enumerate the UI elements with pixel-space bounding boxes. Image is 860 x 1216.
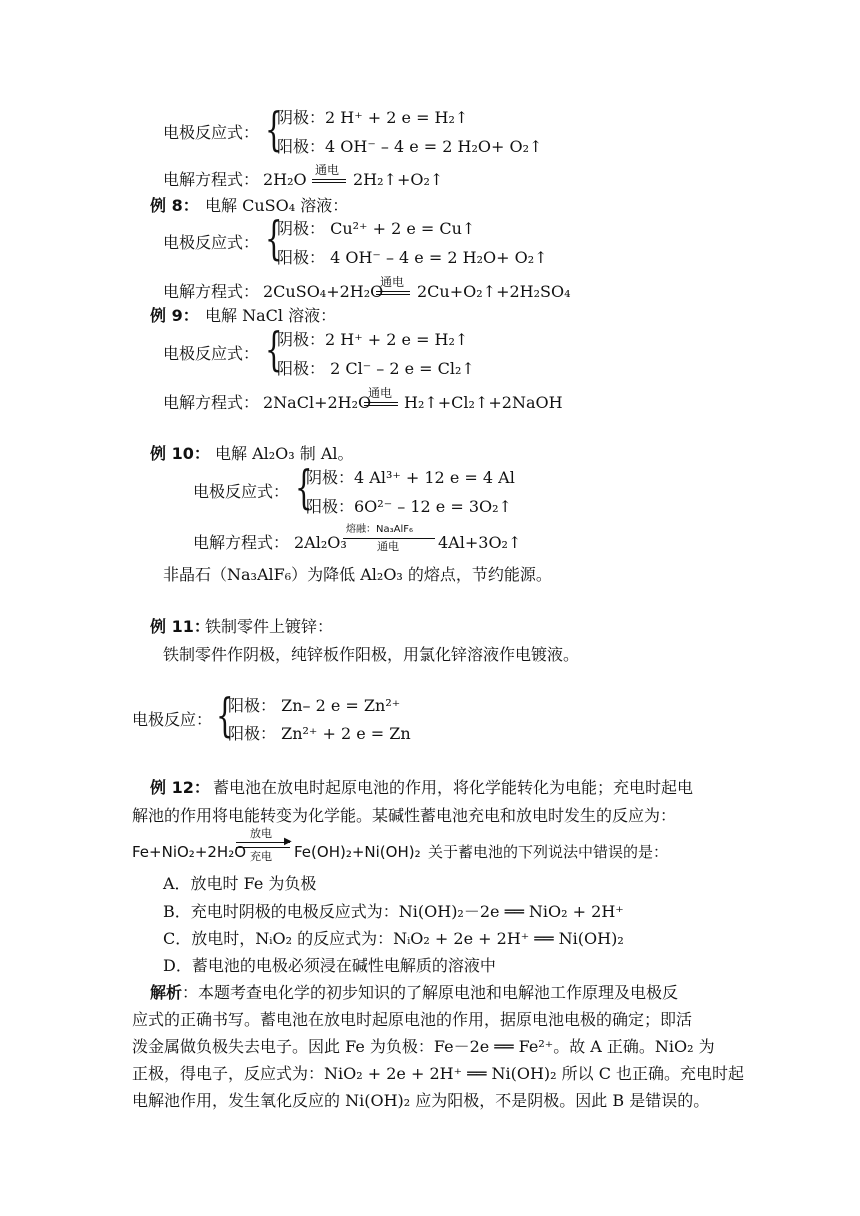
ex9-anode: 阳极： 2 Cl⁻ – 2 e = Cl₂↑: [277, 359, 475, 378]
ex12-title: 例 12：: [150, 778, 210, 797]
ex12-intro-line2: 解池的作用将电能转变为化学能。某碱性蓄电池充电和放电时发生的反应为：: [132, 806, 677, 825]
ex12-analysis-line3: 泼金属做负极失去电子。因此 Fe 为负极：Fe－2e ══ Fe²⁺。故 A 正确。NiO₂ 为: [132, 1037, 715, 1056]
ex9-equation-right: H₂↑+Cl₂↑+2NaOH: [404, 393, 563, 412]
ex12-arrow-head: ▶: [284, 836, 292, 847]
ex12-discharge-label: 放电: [250, 827, 272, 840]
ex12-charge-label: 充电: [250, 850, 272, 863]
ex10-brace: {: [295, 460, 313, 514]
ex12-option-c: C．放电时，NᵢO₂ 的反应式为：NᵢO₂ + 2e + 2H⁺ ══ Ni(OH)₂: [163, 929, 624, 948]
ex8-desc: 电解 CuSO₄ 溶液：: [205, 196, 349, 215]
ex12-intro-line1: 蓄电池在放电时起原电池的作用，将化学能转化为电能；充电时起电: [213, 778, 694, 797]
ex12-reaction-left: Fe+NiO₂+2H₂O: [132, 843, 247, 861]
ex10-cathode: 阴极：4 Al³⁺ + 12 e = 4 Al: [306, 468, 515, 487]
ex10-condition-top: 熔融：Na₃AlF₆: [346, 524, 413, 535]
ex7-cathode: 阴极：2 H⁺ + 2 e = H₂↑: [277, 108, 469, 127]
ex11-first-reaction: 阳极： Zn– 2 e = Zn²⁺: [228, 696, 401, 715]
ex7-condition: 通电: [315, 163, 340, 177]
ex7-electrode-label: 电极反应式：: [163, 123, 260, 142]
ex7-anode: 阳极：4 OH⁻ – 4 e = 2 H₂O+ O₂↑: [277, 137, 543, 156]
ex12-analysis-line4: 正极，得电子，反应式为：NiO₂ + 2e + 2H⁺ ══ Ni(OH)₂ 所以 C 也正确。充电时起: [132, 1064, 745, 1083]
ex12-option-a: A．放电时 Fe 为负极: [163, 874, 317, 893]
ex7-equals-bar: [312, 179, 346, 183]
ex10-title: 例 10：: [150, 444, 210, 463]
ex10-anode: 阳极：6O²⁻ – 12 e = 3O₂↑: [306, 497, 512, 516]
ex8-title: 例 8：: [150, 196, 199, 215]
ex9-equation-left: 2NaCl+2H₂O: [263, 393, 372, 412]
ex12-question: 关于蓄电池的下列说法中错误的是：: [428, 843, 669, 861]
ex8-equation-label: 电解方程式：: [163, 282, 260, 301]
ex8-cathode: 阴极： Cu²⁺ + 2 e = Cu↑: [277, 219, 476, 238]
ex8-equation-left: 2CuSO₄+2H₂O: [263, 282, 384, 301]
ex9-brace: {: [265, 322, 283, 376]
ex9-electrode-label: 电极反应式：: [163, 344, 260, 363]
ex11-desc: 铁制零件上镀锌：: [205, 617, 334, 636]
ex10-equation-label: 电解方程式：: [193, 533, 290, 552]
ex8-equals-bar: [376, 291, 410, 295]
ex11-electrode-label: 电极反应：: [132, 710, 213, 729]
ex12-arrow-bottom: [236, 847, 290, 848]
ex12-arrow-top: [236, 842, 290, 843]
ex11-brace: {: [216, 688, 234, 742]
ex11-line: 铁制零件作阴极，纯锌板作阳极，用氯化锌溶液作电镀液。: [163, 645, 580, 664]
ex12-analysis-line5: 电解池作用，发生氧化反应的 Ni(OH)₂ 应为阳极，不是阴极。因此 B 是错误的。: [132, 1091, 710, 1110]
ex12-option-d: D．蓄电池的电极必须浸在碱性电解质的溶液中: [163, 956, 496, 975]
ex12-analysis-line1: ：本题考查电化学的初步知识的了解原电池和电解池工作原理及电极反: [182, 983, 679, 1002]
ex12-analysis-line2: 应式的正确书写。蓄电池在放电时起原电池的作用，据原电池电极的确定；即活: [132, 1010, 693, 1029]
ex7-equation-left: 2H₂O: [263, 170, 307, 189]
ex9-equation-label: 电解方程式：: [163, 393, 260, 412]
ex8-equation-right: 2Cu+O₂↑+2H₂SO₄: [417, 282, 571, 301]
ex9-equals-bar: [364, 402, 398, 406]
ex8-condition: 通电: [380, 275, 405, 289]
ex7-equation-label: 电解方程式：: [163, 170, 260, 189]
ex9-condition: 通电: [368, 386, 393, 400]
ex7-equation-right: 2H₂↑+O₂↑: [353, 170, 444, 189]
ex8-brace: {: [265, 211, 283, 265]
ex10-note: 非晶石（Na₃AlF₆）为降低 Al₂O₃ 的熔点，节约能源。: [163, 565, 552, 584]
ex10-equals-bar: [343, 538, 435, 539]
ex11-second-reaction: 阳极： Zn²⁺ + 2 e = Zn: [228, 724, 411, 743]
ex9-title: 例 9：: [150, 306, 199, 325]
ex12-option-b: B．充电时阴极的电极反应式为：Ni(OH)₂－2e ══ NiO₂ + 2H⁺: [163, 902, 624, 921]
ex12-analysis-label: 解析: [150, 983, 183, 1002]
ex7-brace: {: [265, 102, 283, 156]
ex10-equation-left: 2Al₂O₃: [294, 533, 347, 552]
ex8-electrode-label: 电极反应式：: [163, 233, 260, 252]
ex11-title: 例 11：: [150, 617, 210, 636]
ex10-desc: 电解 Al₂O₃ 制 Al。: [215, 444, 354, 463]
ex9-cathode: 阴极：2 H⁺ + 2 e = H₂↑: [277, 330, 469, 349]
ex10-electrode-label: 电极反应式：: [193, 482, 290, 501]
ex9-desc: 电解 NaCl 溶液：: [205, 306, 337, 325]
ex8-anode: 阳极： 4 OH⁻ – 4 e = 2 H₂O+ O₂↑: [277, 248, 548, 267]
ex10-equation-right: 4Al+3O₂↑: [438, 533, 522, 552]
ex10-condition-bottom: 通电: [377, 540, 399, 553]
ex12-reaction-right: Fe(OH)₂+Ni(OH)₂: [294, 843, 421, 861]
